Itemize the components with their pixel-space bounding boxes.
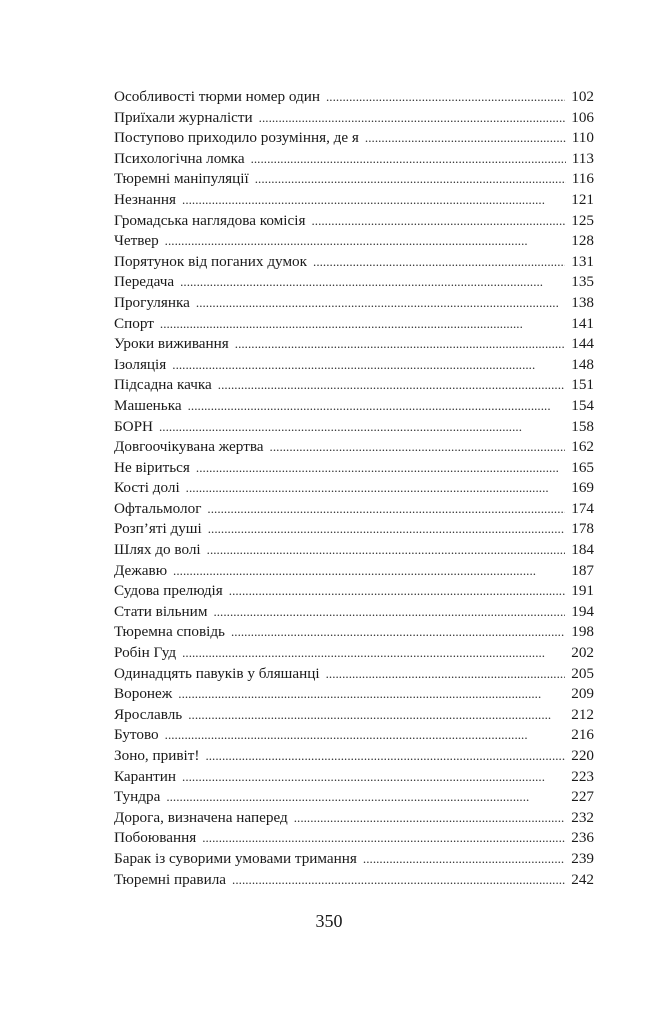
toc-entry-page: 223 (571, 767, 594, 785)
toc-entry (114, 293, 594, 314)
toc-entry-title: Прогулянка (114, 293, 190, 311)
toc-dot-leader (259, 108, 566, 129)
toc-dot-leader (196, 293, 565, 314)
toc-entry-page: 194 (571, 602, 594, 620)
toc-entry (114, 684, 594, 705)
toc-dot-leader (188, 705, 565, 726)
toc-entry-page: 131 (571, 252, 594, 270)
toc-dot-leader (205, 746, 565, 767)
toc-entry-title: Незнання (114, 190, 177, 208)
toc-entry (114, 190, 594, 211)
toc-entry (114, 602, 594, 623)
toc-entry (114, 787, 594, 808)
toc-entry-title: Тюремні маніпуляції (114, 170, 249, 188)
toc-entry-title: Машенька (114, 396, 182, 414)
toc-entry-page: 198 (571, 623, 594, 641)
toc-entry-page: 239 (571, 849, 594, 867)
toc-entry-page: 121 (571, 190, 594, 208)
toc-entry-title: Поступово приходило розуміння, де я (114, 129, 359, 147)
toc-entry-title: Судова прелюдія (114, 582, 223, 600)
toc-entry-title: Шлях до волі (114, 541, 201, 559)
toc-entry-title: Психологічна ломка (114, 149, 245, 167)
toc-entry-page: 242 (571, 870, 594, 888)
toc-entry-page: 144 (571, 335, 594, 353)
toc-dot-leader (186, 478, 566, 499)
toc-entry (114, 417, 594, 438)
toc-entry-title: Четвер (114, 232, 159, 250)
toc-dot-leader (172, 355, 565, 376)
toc-dot-leader (294, 808, 566, 829)
toc-entry-title: Ярославль (114, 705, 183, 723)
toc-entry-title: Приїхали журналісти (114, 108, 253, 126)
toc-entry (114, 314, 594, 335)
toc-dot-leader (270, 437, 566, 458)
toc-entry-title: Громадська наглядова комісія (114, 211, 306, 229)
toc-entry-page: 162 (571, 438, 594, 456)
toc-entry-title: Тюремна сповідь (114, 623, 225, 641)
toc-entry-page: 212 (571, 705, 594, 723)
toc-dot-leader (365, 128, 566, 149)
toc-entry-page: 178 (571, 520, 594, 538)
toc-entry-page: 141 (571, 314, 594, 332)
toc-entry-page: 148 (571, 355, 594, 373)
toc-dot-leader (180, 272, 565, 293)
toc-entry-page: 135 (571, 273, 594, 291)
toc-entry-page: 154 (571, 396, 594, 414)
toc-entry (114, 272, 594, 293)
toc-entry (114, 355, 594, 376)
toc-dot-leader (313, 252, 565, 273)
toc-dot-leader (188, 396, 566, 417)
toc-dot-leader (207, 540, 566, 561)
toc-entry-title: Порятунок від поганих думок (114, 252, 308, 270)
toc-entry-title: Особливості тюрми номер один (114, 88, 320, 105)
toc-entry (114, 437, 594, 458)
toc-entry-page: 106 (571, 108, 594, 126)
toc-entry-page: 110 (571, 129, 594, 147)
toc-entry-page: 202 (571, 644, 594, 662)
toc-entry-title: Воронеж (114, 685, 173, 703)
toc-entry (114, 334, 594, 355)
page-number: 350 (315, 911, 343, 931)
toc-dot-leader (255, 169, 566, 190)
toc-dot-leader (232, 870, 565, 891)
toc-entry-page: 236 (571, 829, 594, 847)
toc-dot-leader (311, 211, 565, 232)
toc-entry (114, 169, 594, 190)
toc-entry (114, 458, 594, 479)
toc-dot-leader (166, 787, 565, 808)
toc-entry (114, 519, 594, 540)
toc-entry (114, 478, 594, 499)
toc-entry-title: Ізоляція (114, 355, 167, 373)
toc-entry (114, 149, 594, 170)
toc-entry-page: 165 (571, 458, 594, 476)
toc-dot-leader (207, 499, 565, 520)
toc-entry-title: Одинадцять павуків у бляшанці (114, 664, 320, 682)
toc-entry-page: 220 (571, 747, 594, 764)
toc-dot-leader (326, 87, 565, 108)
toc-entry (114, 128, 594, 149)
toc-entry-title: Довгоочікувана жертва (114, 438, 264, 456)
toc-dot-leader (165, 725, 566, 746)
table-of-contents (114, 87, 594, 890)
toc-dot-leader (160, 314, 565, 335)
toc-entry-title: Передача (114, 273, 175, 291)
toc-entry-title: Зоно, привіт! (114, 747, 200, 764)
toc-entry-title: Кості долі (114, 479, 180, 497)
toc-entry (114, 499, 594, 520)
toc-entry-page: 113 (571, 149, 594, 167)
toc-dot-leader (326, 664, 566, 685)
toc-entry-page: 125 (571, 211, 594, 229)
toc-entry-title: Дорога, визначена наперед (114, 808, 288, 826)
toc-dot-leader (173, 561, 565, 582)
toc-entry-page: 232 (571, 808, 594, 826)
toc-dot-leader (235, 334, 565, 355)
toc-entry-title: Побоювання (114, 829, 197, 847)
toc-entry (114, 643, 594, 664)
toc-entry-title: Уроки виживання (114, 335, 229, 353)
toc-entry-page: 128 (571, 232, 594, 250)
toc-dot-leader (196, 458, 565, 479)
toc-entry (114, 87, 594, 108)
toc-entry (114, 849, 594, 870)
toc-dot-leader (208, 519, 565, 540)
toc-entry-title: Спорт (114, 314, 154, 332)
toc-entry (114, 581, 594, 602)
toc-entry-title: Стати вільним (114, 602, 208, 620)
toc-entry-page: 158 (571, 417, 594, 435)
toc-entry (114, 375, 594, 396)
toc-entry-title: Дежавю (114, 561, 168, 579)
toc-entry (114, 664, 594, 685)
toc-entry-page: 169 (571, 479, 594, 497)
toc-entry-title: Тюремні правила (114, 870, 227, 888)
toc-entry (114, 561, 594, 582)
toc-entry-title: Підсадна качка (114, 376, 212, 394)
toc-dot-leader (251, 149, 566, 170)
toc-dot-leader (178, 684, 565, 705)
toc-entry-title: Не віриться (114, 458, 190, 476)
toc-entry (114, 705, 594, 726)
toc-entry-title: Робін Гуд (114, 644, 177, 662)
toc-entry-page: 209 (571, 685, 594, 703)
toc-entry-title: Барак із суворими умовами тримання (114, 849, 357, 867)
toc-dot-leader (231, 622, 565, 643)
toc-entry (114, 252, 594, 273)
toc-entry-title: Офтальмолог (114, 499, 202, 517)
toc-entry-title: Карантин (114, 767, 177, 785)
toc-dot-leader (165, 231, 566, 252)
toc-entry-page: 205 (571, 664, 594, 682)
toc-entry (114, 725, 594, 746)
toc-entry (114, 828, 594, 849)
toc-entry-page: 216 (571, 726, 594, 744)
toc-entry (114, 231, 594, 252)
toc-dot-leader (159, 417, 565, 438)
toc-entry (114, 108, 594, 129)
toc-entry-page: 174 (571, 499, 594, 517)
toc-entry-page: 116 (571, 170, 594, 188)
toc-entry (114, 622, 594, 643)
toc-dot-leader (182, 767, 565, 788)
toc-entry (114, 808, 594, 829)
toc-entry-page: 102 (571, 88, 594, 105)
toc-entry-title: Бутово (114, 726, 159, 744)
toc-entry-page: 187 (571, 561, 594, 579)
toc-entry (114, 870, 594, 891)
toc-dot-leader (182, 190, 565, 211)
toc-entry-title: БОРН (114, 417, 153, 435)
toc-entry (114, 396, 594, 417)
toc-entry-page: 151 (571, 376, 594, 394)
toc-entry-page: 184 (571, 541, 594, 559)
toc-entry-page: 138 (571, 293, 594, 311)
toc-entry-title: Тундра (114, 788, 161, 806)
toc-entry (114, 746, 594, 767)
toc-dot-leader (363, 849, 565, 870)
toc-dot-leader (229, 581, 565, 602)
toc-dot-leader (213, 602, 565, 623)
toc-dot-leader (202, 828, 565, 849)
toc-entry-title: Розп’яті душі (114, 520, 202, 538)
toc-entry-page: 191 (571, 582, 594, 600)
toc-dot-leader (218, 375, 565, 396)
toc-entry (114, 767, 594, 788)
toc-entry-page: 227 (571, 788, 594, 806)
toc-entry (114, 540, 594, 561)
toc-entry (114, 211, 594, 232)
toc-dot-leader (182, 643, 565, 664)
